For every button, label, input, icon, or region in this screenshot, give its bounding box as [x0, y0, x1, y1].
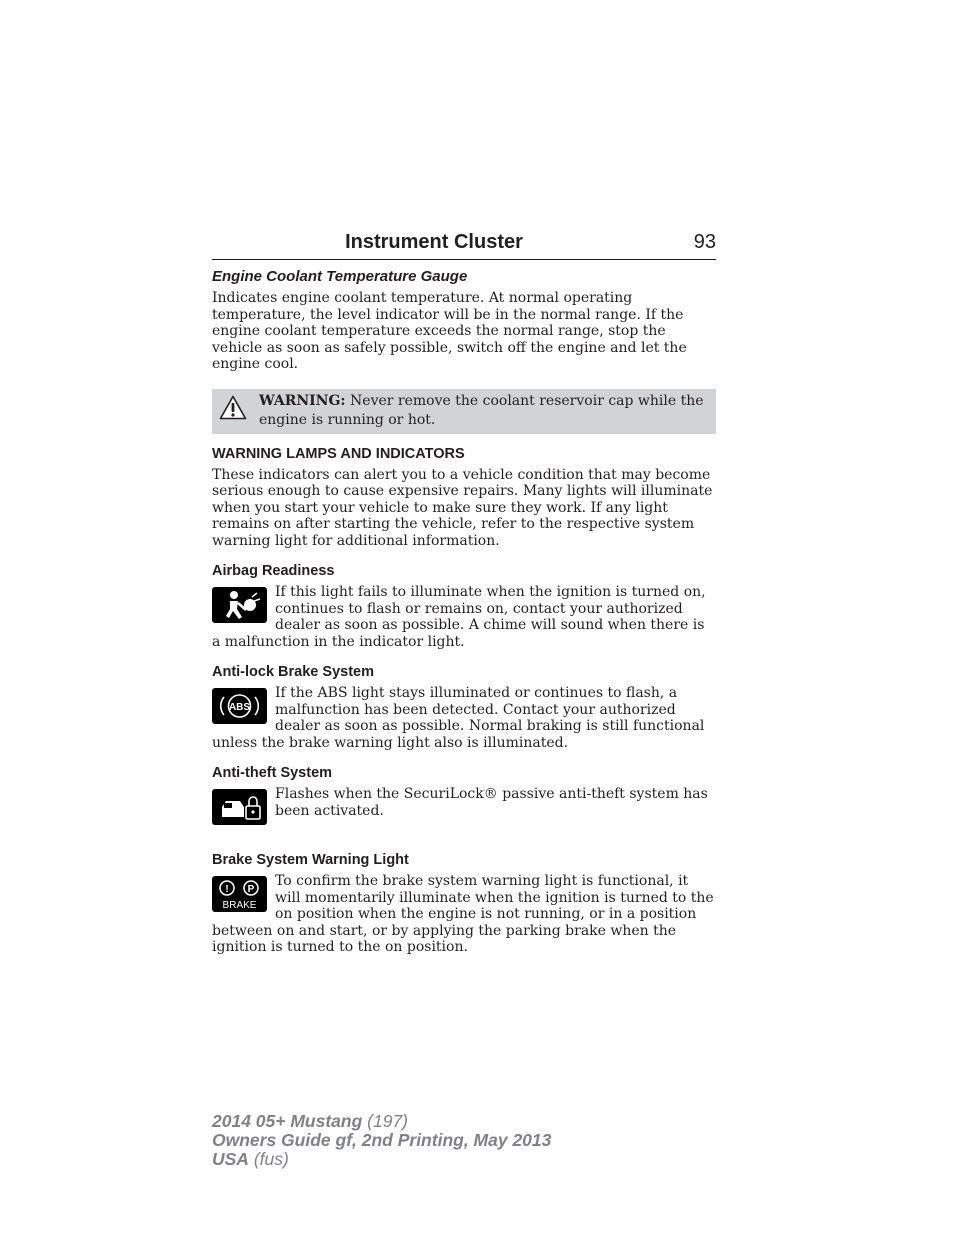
airbag-body: If this light fails to illuminate when the ignition is turned on, continues to flash or remains on, contact your authorized dealer as soon as possible. A chime will sound when there is a malfunction in the indicator light. [212, 584, 706, 650]
page-header [212, 229, 716, 260]
footer-line-3 [212, 1150, 551, 1169]
antitheft-section [212, 786, 716, 827]
page-number: 93 [693, 231, 716, 253]
lamps-heading: WARNING LAMPS AND INDICATORS [212, 445, 465, 462]
airbag-section [212, 584, 716, 650]
lamps-body: These indicators can alert you to a vehicle condition that may become serious enough to cause expensive repairs. Many lights will illuminate when you start your vehicle to make sure they work. If any light remains on after starting the vehicle, refer to the respective system warning light for additional information. [212, 466, 713, 549]
warning-box [212, 389, 716, 434]
warning-text: Never remove the coolant reservoir cap while the engine is running or hot. [259, 392, 704, 428]
coolant-heading: Engine Coolant Temperature Gauge [212, 268, 468, 285]
abs-body: If the ABS light stays illuminated or continues to flash, a malfunction has been detected. Contact your authorized dealer as soon as possible. Normal braking is still functional unless the brake warning light also is illuminated. [212, 685, 705, 751]
brake-section [212, 873, 716, 956]
airbag-heading: Airbag Readiness [212, 563, 335, 579]
page-title: Instrument Cluster [345, 231, 523, 253]
airbag-icon [212, 587, 267, 623]
brake-icon-p: P [247, 884, 255, 895]
abs-icon-text: ABS [228, 702, 251, 713]
footer-printing: Owners Guide gf, 2nd Printing, May 2013 [212, 1130, 552, 1150]
antitheft-body: Flashes when the SecuriLock® passive anti-theft system has been activated. [275, 786, 708, 819]
abs-heading: Anti-lock Brake System [212, 664, 374, 680]
warning-label: WARNING: [259, 392, 346, 409]
brake-icon-exclaim: ! [225, 884, 229, 895]
footer-market: USA [212, 1149, 249, 1169]
footer-model: 2014 05+ Mustang [212, 1111, 363, 1131]
manual-page [212, 229, 716, 956]
brake-icon-text: BRAKE [222, 900, 257, 911]
footer-model-code: (197) [367, 1111, 409, 1131]
abs-section [212, 685, 716, 751]
brake-heading: Brake System Warning Light [212, 852, 409, 868]
anti-theft-icon [212, 789, 267, 825]
footer-line-1 [212, 1112, 551, 1131]
antitheft-heading: Anti-theft System [212, 765, 333, 781]
brake-body: To confirm the brake system warning light is functional, it will momentarily illuminate when the ignition is turned to the on position when the engine is not running, or in a position between on and start, or by applying the parking brake when the ignition is turned to the on position. [212, 873, 714, 955]
footer-market-code: (fus) [253, 1149, 289, 1169]
page-footer [212, 1112, 551, 1169]
warning-triangle-icon [219, 395, 247, 426]
brake-icon [212, 876, 267, 912]
coolant-body: Indicates engine coolant temperature. At normal operating temperature, the level indicator will be in the normal range. If the engine coolant temperature exceeds the normal range, stop the vehicle as soon as safely possible, switch off the engine and let the engine cool. [212, 290, 687, 372]
abs-icon [212, 688, 267, 724]
footer-line-2 [212, 1131, 551, 1150]
